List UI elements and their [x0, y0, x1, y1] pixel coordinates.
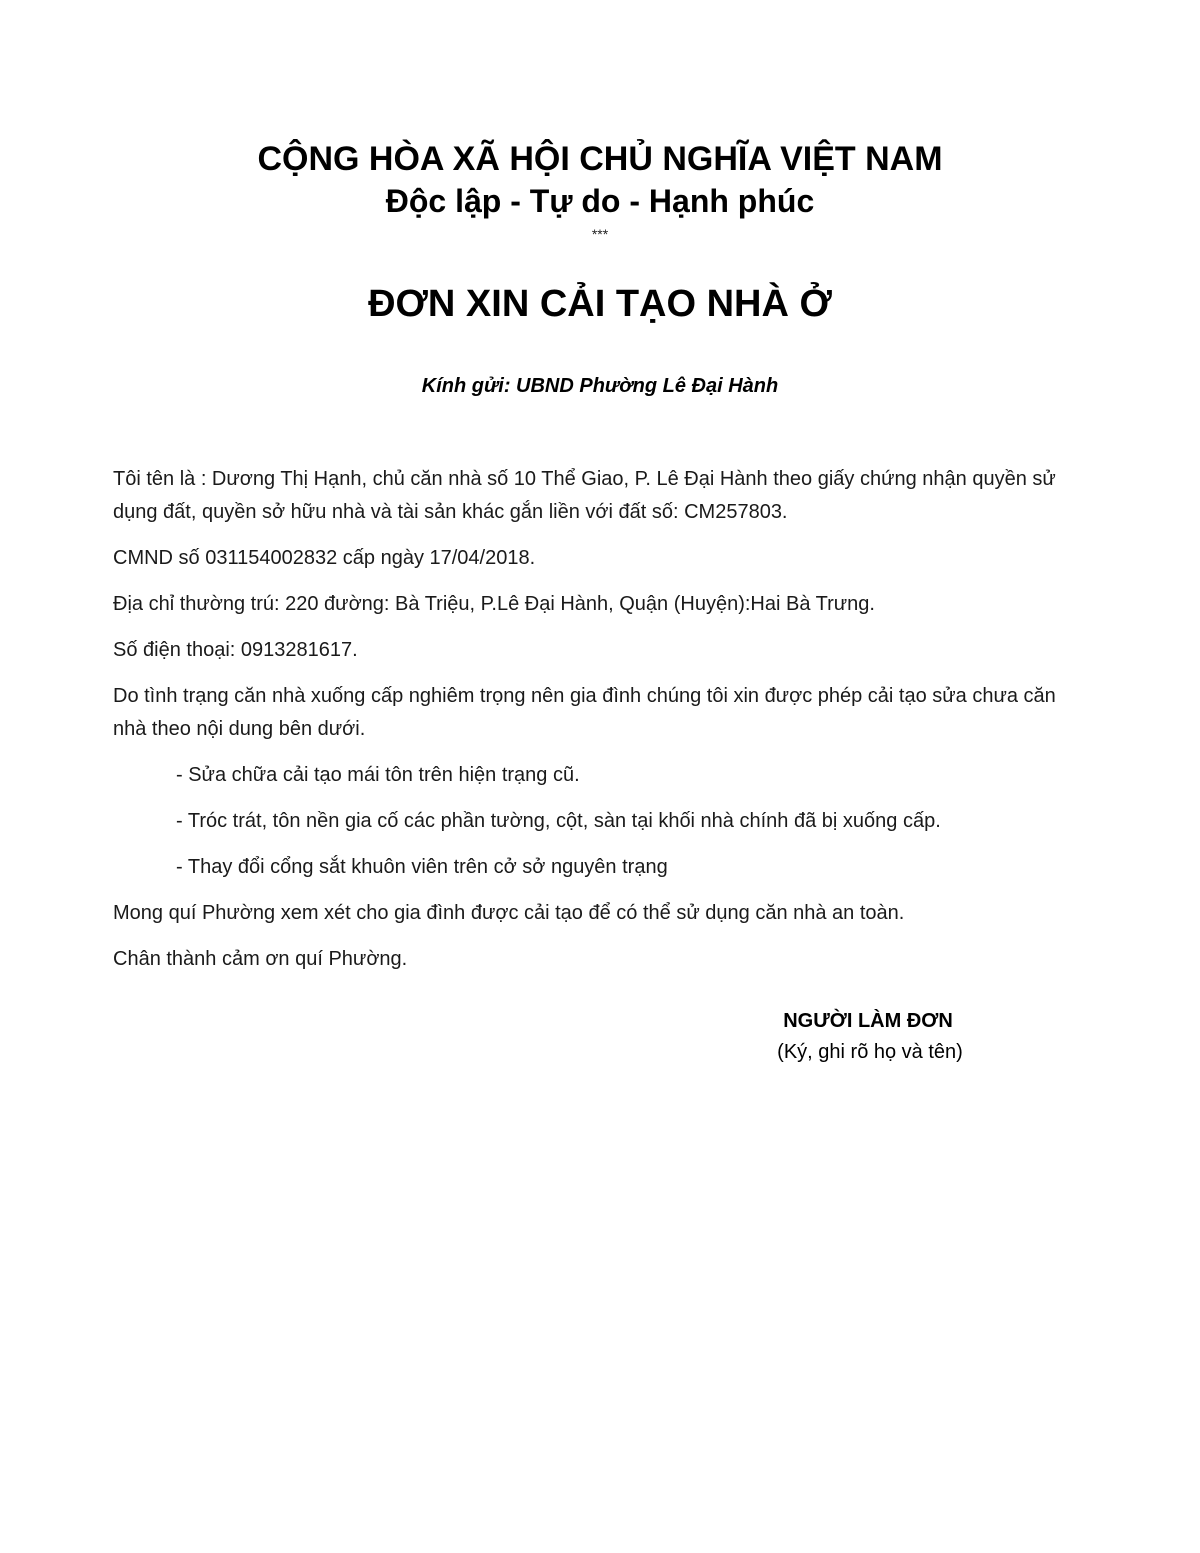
request-paragraph: Mong quí Phường xem xét cho gia đình được cải tạo để có thể sử dụng căn nhà an toàn.	[113, 902, 905, 924]
applicant-info-paragraph: Tôi tên là : Dương Thị Hạnh, chủ căn nhà số 10 Thể Giao, P. Lê Đại Hành theo giấy chứng nhận quyền sử dụng đất, quyền sở hữu nhà và tài sản khác gắn liền với đất số: CM257803.	[113, 468, 1056, 523]
recipient-line: Kính gửi: UBND Phường Lê Đại Hành	[421, 375, 779, 397]
work-item-structure: - Tróc trát, tôn nền gia cố các phần tường, cột, sàn tại khối nhà chính đã bị xuống cấp.	[176, 810, 941, 832]
national-motto: Độc lập - Tự do - Hạnh phúc	[385, 183, 815, 219]
signer-note: (Ký, ghi rõ họ và tên)	[777, 1041, 963, 1063]
reason-paragraph: Do tình trạng căn nhà xuống cấp nghiêm trọng nên gia đình chúng tôi xin được phép cải tạo sửa chưa căn nhà theo nội dung bên dưới.	[113, 685, 1056, 740]
address-paragraph: Địa chỉ thường trú: 220 đường: Bà Triệu, P.Lê Đại Hành, Quận (Huyện):Hai Bà Trưng.	[113, 593, 875, 615]
work-item-roof: - Sửa chữa cải tạo mái tôn trên hiện trạng cũ.	[176, 764, 580, 786]
thanks-paragraph: Chân thành cảm ơn quí Phường.	[113, 948, 408, 970]
document-body	[113, 463, 1093, 989]
work-item-gate: - Thay đổi cổng sắt khuôn viên trên cở sở nguyên trạng	[176, 856, 668, 878]
id-card-paragraph: CMND số 031154002832 cấp ngày 17/04/2018.	[113, 547, 536, 569]
national-title: CỘNG HÒA XÃ HỘI CHỦ NGHĨA VIỆT NAM	[257, 140, 943, 178]
signer-title: NGƯỜI LÀM ĐƠN	[783, 1010, 953, 1032]
phone-paragraph: Số điện thoại: 0913281617.	[113, 639, 358, 661]
header-separator: ***	[591, 226, 609, 242]
document-title: ĐƠN XIN CẢI TẠO NHÀ Ở	[368, 283, 832, 325]
